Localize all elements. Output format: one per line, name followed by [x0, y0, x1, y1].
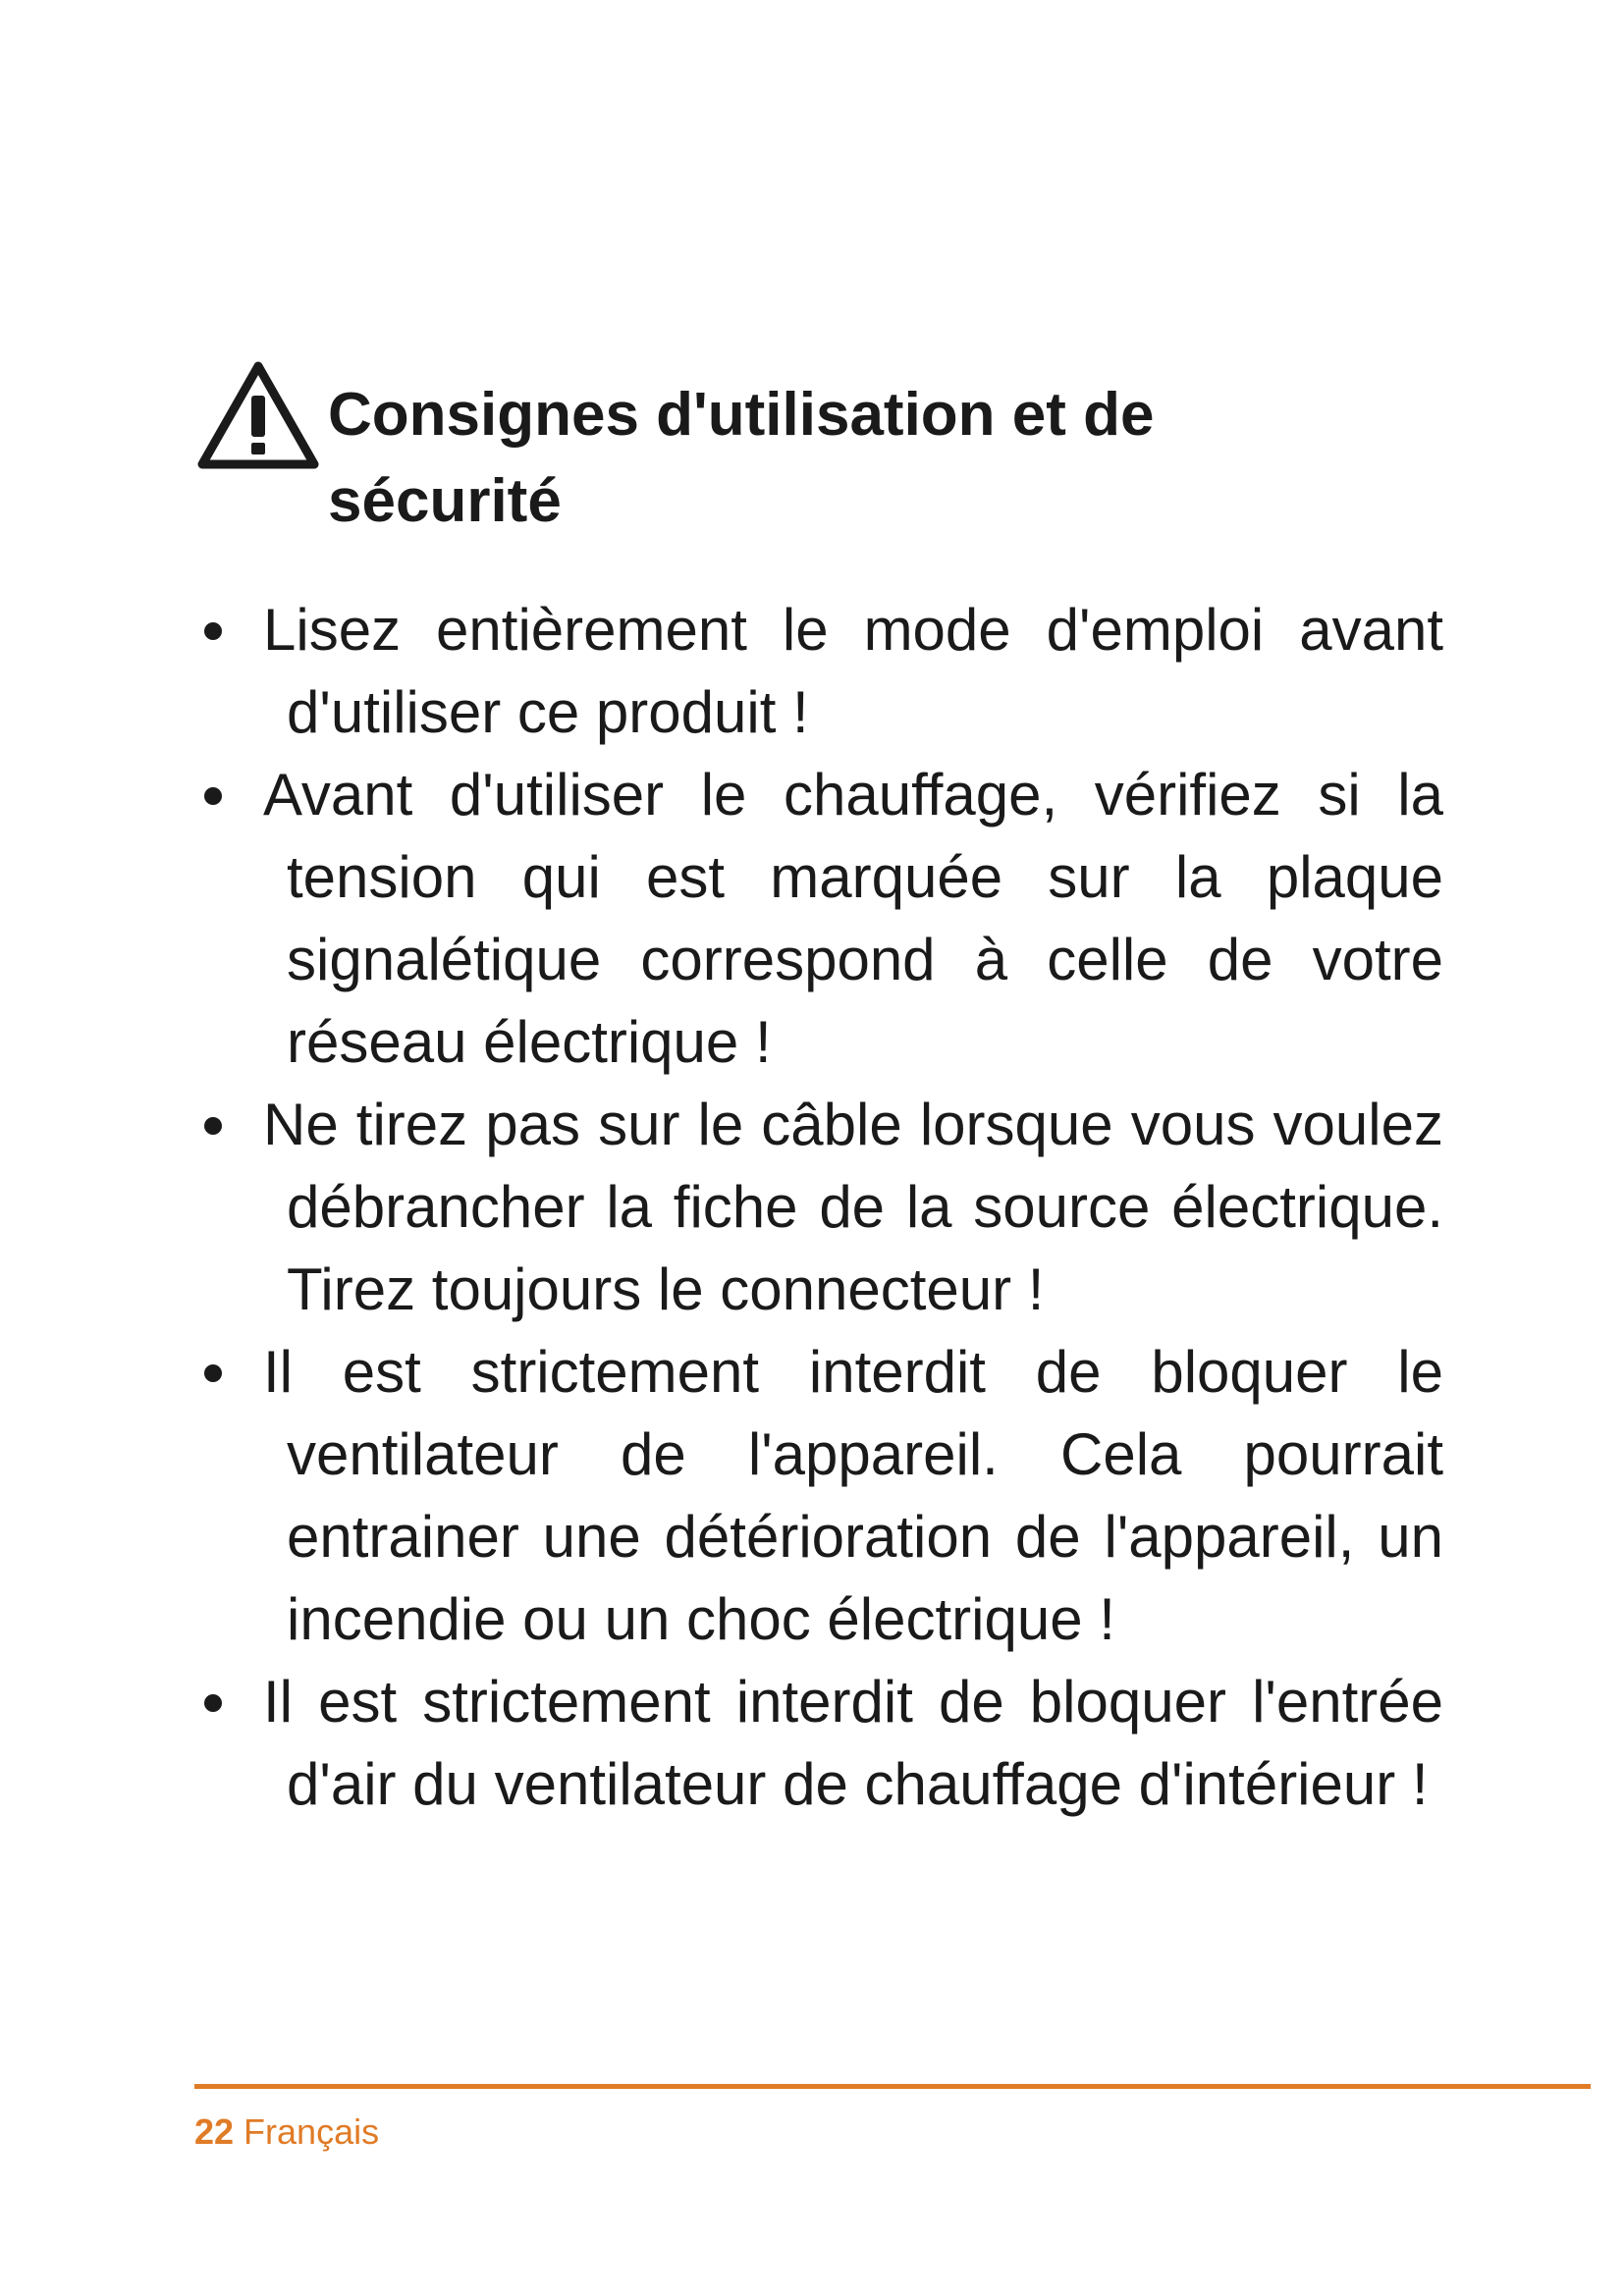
list-item [196, 1661, 1443, 1826]
bullet-icon [204, 1364, 222, 1382]
bullet-icon [204, 1117, 222, 1135]
bullet-icon [204, 622, 222, 640]
footer-language: Français [244, 2111, 380, 2152]
list-item [196, 1331, 1443, 1661]
warning-triangle-icon [194, 358, 322, 474]
safety-instructions-list [196, 589, 1443, 1826]
list-item-text: Il est strictement interdit de bloquer l'entrée d'air du ventilateur de chauffage d'intérieur ! [263, 1669, 1443, 1817]
list-item [196, 1084, 1443, 1331]
page-title: Consignes d'utilisation et de sécurité [328, 381, 1155, 535]
footer-divider [194, 2084, 1591, 2089]
list-item [196, 754, 1443, 1084]
bullet-icon [204, 787, 222, 805]
page-footer [194, 2110, 379, 2154]
list-item-text: Ne tirez pas sur le câble lorsque vous voulez débrancher la fiche de la source électrique. Tirez toujours le connecteur ! [263, 1092, 1443, 1322]
list-item-text: Avant d'utiliser le chauffage, vérifiez si la tension qui est marquée sur la plaque signalétique correspond à celle de votre réseau électrique ! [263, 762, 1443, 1075]
page-number: 22 [194, 2111, 235, 2152]
list-item-text: Lisez entièrement le mode d'emploi avant d'utiliser ce produit ! [263, 597, 1443, 745]
bullet-icon [204, 1694, 222, 1712]
list-item-text: Il est strictement interdit de bloquer le ventilateur de l'appareil. Cela pourrait entrainer une détérioration de l'appareil, un incendie ou un choc électrique ! [263, 1339, 1443, 1652]
list-item [196, 589, 1443, 754]
